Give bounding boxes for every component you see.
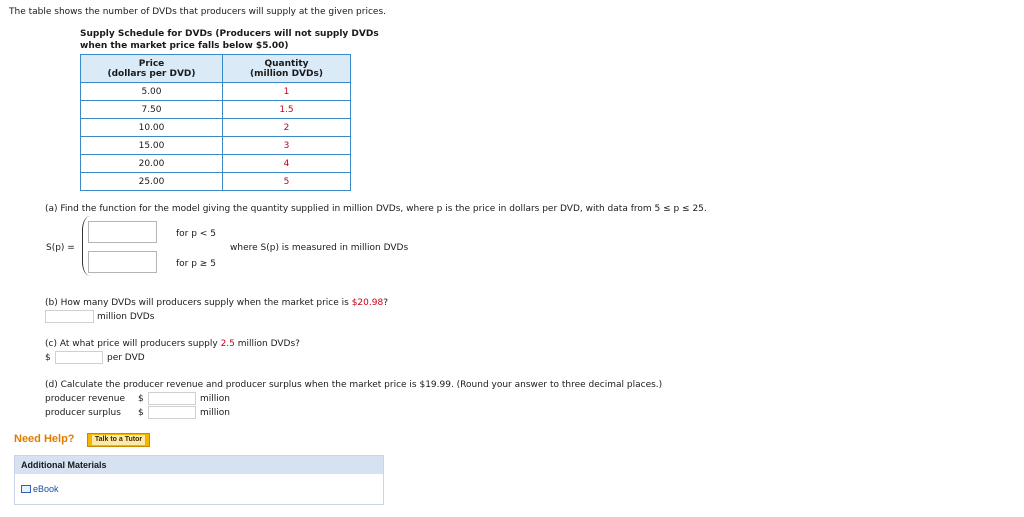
quantity-cell: 1.5 (223, 101, 351, 119)
header-price-label: Price (138, 58, 165, 69)
part-b-answer-input[interactable] (45, 310, 94, 323)
revenue-currency: $ (138, 394, 144, 404)
book-icon (21, 485, 31, 493)
table-title-line2: when the market price falls below $5.00) (80, 41, 289, 51)
part-b-text-end: ? (383, 298, 388, 308)
revenue-label: producer revenue (45, 394, 126, 404)
surplus-unit: million (200, 408, 230, 418)
intro-text: The table shows the number of DVDs that producers will supply at the given prices. (9, 7, 386, 17)
table-row (81, 119, 351, 137)
ebook-link[interactable] (21, 484, 59, 494)
header-price-unit: (dollars per DVD) (107, 68, 196, 79)
piecewise-answer-1-input[interactable] (88, 221, 157, 243)
part-b-text: (b) How many DVDs will producers supply when the market price is (45, 298, 352, 308)
talk-to-tutor-button[interactable] (87, 433, 150, 447)
quantity-cell: 3 (223, 137, 351, 155)
function-label: S(p) = (46, 243, 75, 253)
part-c-qty: 2.5 (220, 339, 235, 349)
table-row (81, 101, 351, 119)
price-cell: 10.00 (81, 119, 223, 137)
surplus-label: producer surplus (45, 408, 121, 418)
producer-surplus-input[interactable] (148, 406, 196, 419)
table-title-line1: Supply Schedule for DVDs (Producers will not supply DVDs (80, 29, 379, 39)
part-d-question: (d) Calculate the producer revenue and producer surplus when the market price is $19.99. (Round your answer to three decimal places.) (45, 380, 663, 390)
piecewise-answer-2-input[interactable] (88, 251, 157, 273)
ebook-label: eBook (33, 484, 59, 494)
need-help-label: Need Help? (14, 433, 75, 445)
part-c-answer-input[interactable] (55, 351, 103, 364)
header-quantity-unit: (million DVDs) (250, 68, 323, 79)
header-quantity (223, 55, 351, 83)
quantity-cell: 4 (223, 155, 351, 173)
header-price (81, 55, 223, 83)
quantity-cell: 2 (223, 119, 351, 137)
price-cell: 7.50 (81, 101, 223, 119)
tutor-button-label: Talk to a Tutor (92, 435, 145, 445)
price-cell: 20.00 (81, 155, 223, 173)
part-b-price: $20.98 (351, 298, 384, 308)
part-c-text: (c) At what price will producers supply (45, 339, 221, 349)
table-header-row (81, 55, 351, 83)
table-row (81, 173, 351, 191)
table-row (81, 83, 351, 101)
revenue-unit: million (200, 394, 230, 404)
part-c-currency: $ (45, 353, 51, 363)
part-b-question (45, 298, 388, 308)
quantity-cell: 5 (223, 173, 351, 191)
table-row (81, 137, 351, 155)
price-cell: 15.00 (81, 137, 223, 155)
part-b-unit: million DVDs (97, 312, 155, 322)
surplus-currency: $ (138, 408, 144, 418)
part-a-question: (a) Find the function for the model giving the quantity supplied in million DVDs, where p is the price in dollars per DVD, with data from 5 ≤ p ≤ 25. (45, 204, 707, 214)
price-cell: 5.00 (81, 83, 223, 101)
header-quantity-label: Quantity (264, 58, 309, 69)
where-note: where S(p) is measured in million DVDs (230, 243, 409, 253)
price-cell: 25.00 (81, 173, 223, 191)
producer-revenue-input[interactable] (148, 392, 196, 405)
additional-materials-panel (14, 455, 384, 505)
part-c-text-end: million DVDs? (234, 339, 300, 349)
additional-materials-title: Additional Materials (15, 456, 383, 474)
condition-2: for p ≥ 5 (176, 259, 216, 269)
table-row (81, 155, 351, 173)
part-c-unit: per DVD (107, 353, 145, 363)
quantity-cell: 1 (223, 83, 351, 101)
part-c-question (45, 339, 300, 349)
supply-schedule-table (80, 54, 351, 191)
condition-1: for p < 5 (176, 229, 216, 239)
